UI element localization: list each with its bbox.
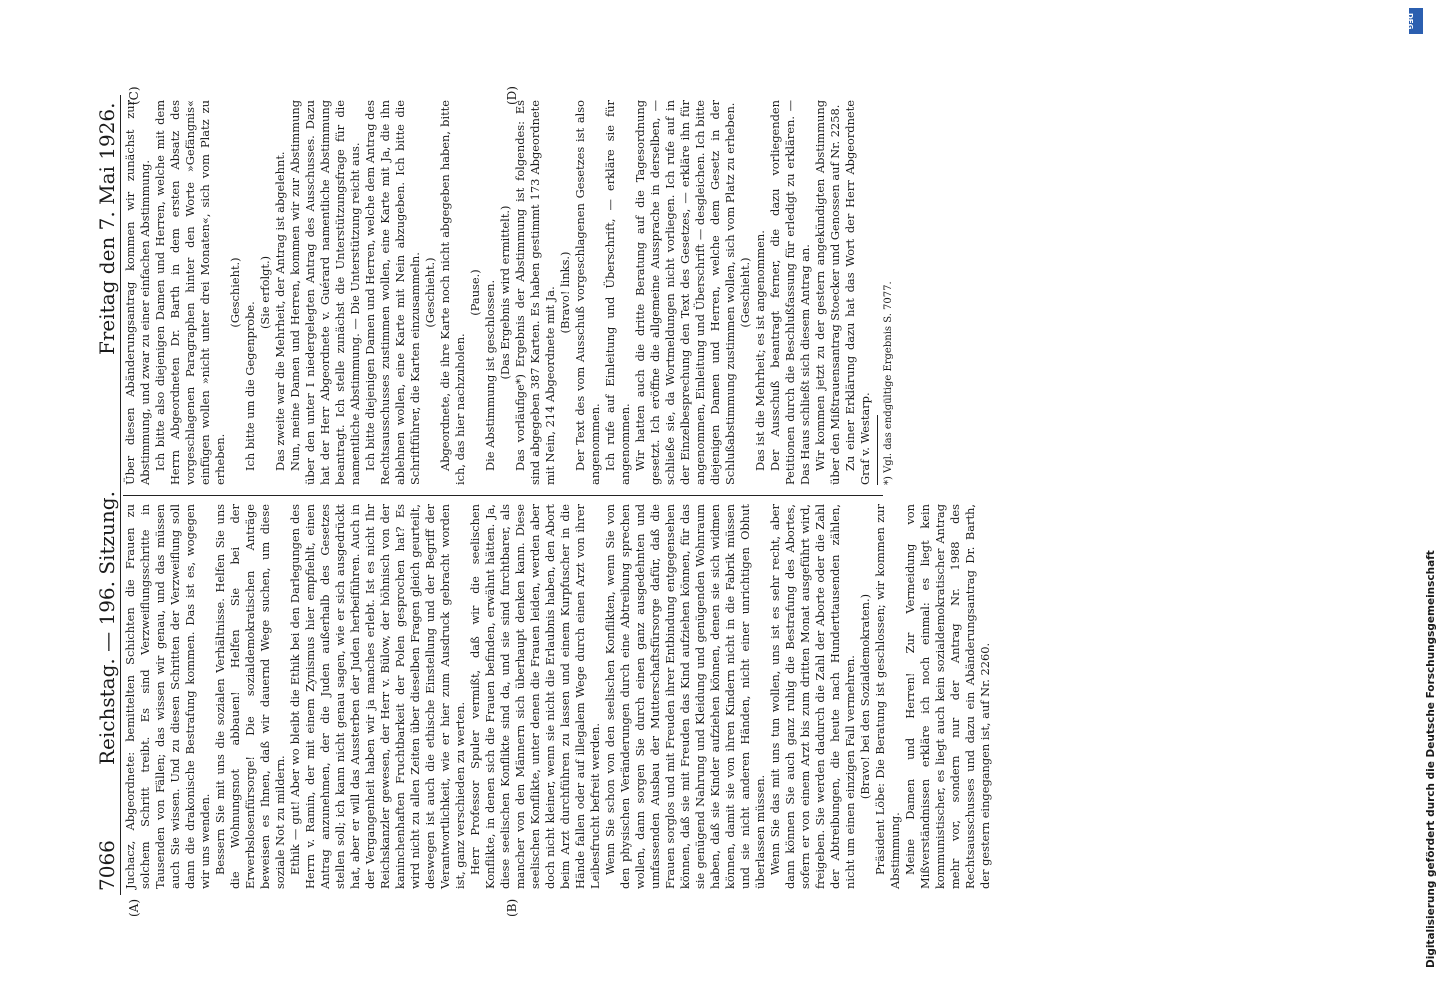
paragraph: Meine Damen und Herren! Zur Vermeidung von Mißverständnissen erkläre ich noch einmal: es liegt kein kommunistischer, es liegt auch kein sozialdemokratischer Antrag mehr vor, sondern nur der Antrag Nr. 1988 des Rechtsausschusses und dazu ein Abänderungsantrag Dr. Barth, der gestern eingegangen ist, auf Nr. 2260.: [903, 504, 992, 889]
paragraph: Juchacz, Abgeordnete: bemittelten Schichten die Frauen zu solchem Schritt treibt. Es sind Verzweiflungsschritte in Tausenden von Fällen; das wissen wir genau, und das müssen auch Sie wissen. Und zu diesen Schritten der Verzweiflung soll dann die drakonische Bestrafung kommen. Das ist es, wogegen wir uns wenden.: [123, 504, 212, 889]
paragraph: Nun, meine Damen und Herren, kommen wir zur Abstimmung über den unter I niedergelegten Antrag des Ausschusses. Dazu hat der Herr Abgeordnete v. Guérard namentliche Abstimmung beantragt. Ich stelle zunächst die Unterstützungsfrage für die namentliche Abstimmung. — Die Unterstützung reicht aus.: [288, 100, 362, 485]
funding-strip: [1405, 0, 1439, 1000]
paragraph: Herr Professor Spuler vermißt, daß wir die seelischen Konflikte, in denen sich die Frauen befinden, erwähnt hätten. Ja, diese seelischen Konflikte sind da, und sie sind furchtbarer, als mancher von den Männern sich überhaupt denken kann. Diese seelischen Konflikte, unter denen die Frauen leiden, werden aber doch nicht kleiner, wenn sie nicht die Erlaubnis haben, den Abort beim Arzt durchführen zu lassen und einem Kurpfuscher in die Hände fallen oder auf illegalem Wege durch einen Arzt von ihrer Leibesfrucht befreit werden.: [468, 504, 602, 889]
paragraph: Der Ausschuß beantragt ferner, die dazu vorliegenden Petitionen durch die Beschlußfassung für erledigt zu erklären. — Das Haus schließt sich diesem Antrag an.: [768, 100, 812, 485]
funding-note: Digitalisierung gefördert durch die Deutsche Forschungsgemeinschaft: [1425, 550, 1437, 968]
rotated-page-content: [95, 86, 1325, 917]
margin-marker-d: (D): [505, 86, 519, 105]
scanned-page: [95, 86, 1325, 917]
stage-direction: (Geschieht.): [228, 257, 242, 328]
paragraph: Das ist die Mehrheit; es ist angenommen.: [753, 230, 767, 471]
header-rule: [120, 95, 121, 895]
footnote: *) Vgl. das endgültige Ergebnis S. 7077.: [883, 281, 894, 485]
paragraph: Die Abstimmung ist geschlossen.: [483, 279, 497, 471]
stage-direction: (Geschieht.): [738, 257, 752, 328]
paragraph: Bessern Sie mit uns die sozialen Verhältnisse. Helfen Sie uns die Wohnungsnot abbauen! Helfen Sie bei der Erwerbslosenfürsorge! Die sozialdemokratischen Anträge beweisen es Ihnen, daß wir dauernd Wege suchen, um diese soziale Not zu mildern.: [213, 504, 287, 889]
paragraph: Zu einer Erklärung dazu hat das Wort der Herr Abgeordnete Graf v. Westarp.: [843, 100, 872, 485]
right-column: [123, 100, 894, 485]
dfg-logo: DFG: [1409, 8, 1423, 34]
paragraph: Ich bitte um die Gegenprobe.: [243, 301, 257, 471]
stage-direction: (Sie erfolgt.): [258, 255, 272, 330]
paragraph: Ethik — gut! Aber wo bleibt die Ethik bei den Darlegungen des Herrn v. Ramin, der mit einem Zynismus hier empfiehlt, einen Antrag anzunehmen, der die Juden außerhalb des Gesetzes stellen soll; ich kann nicht genau sagen, wie er sich ausgedrückt hat, aber er will das Aussterben der Juden herbeiführen. Auch in der Vergangenheit haben wir ja manches erlebt. Ist es nicht Ihr Reichskanzler gewesen, der Herr v. Bülow, der höhnisch von der kaninchenhaften Fruchtbarkeit der Polen gesprochen hat? Es wird nicht zu allen Zeiten über dieselben Fragen gleich geurteilt, deswegen ist auch die ethische Einstellung und der Begriff der Verantwortlichkeit, wie er hier zum Ausdruck gebracht worden ist, ganz verschieden zu werten.: [288, 504, 467, 889]
left-running-title: Reichstag. — 196. Sitzung.: [95, 491, 119, 765]
paragraph: Über diesen Abänderungsantrag kommen wir zunächst zur Abstimmung, und zwar zu einer einfachen Abstimmung.: [123, 100, 152, 485]
paragraph: Das zweite war die Mehrheit, der Antrag ist abgelehnt.: [273, 151, 287, 471]
paragraph: Der Text des vom Ausschuß vorgeschlagenen Gesetzes ist also angenommen.: [573, 100, 602, 485]
paragraph: Abgeordnete, die ihre Karte noch nicht abgegeben haben, bitte ich, das hier nachzuholen.: [438, 100, 467, 485]
stage-direction: (Bravo! bei den Sozialdemokraten.): [858, 593, 872, 800]
left-column: [123, 504, 992, 889]
paragraph: Ich bitte also diejenigen Damen und Herren, welche mit dem Herrn Abgeordneten Dr. Barth in dem ersten Absatz des vorgeschlagenen Paragraphen hinter den Worte »Gefängnis« einfügen wollen »nicht unter drei Monaten«, sich vom Platz zu erheben.: [153, 100, 227, 485]
stage-direction: (Das Ergebnis wird ermittelt.): [498, 205, 512, 380]
stage-direction: (Geschieht.): [423, 257, 437, 328]
page-number: 7066: [95, 840, 119, 891]
paragraph: Ich bitte diejenigen Damen und Herren, welche dem Antrag des Rechtsausschusses zustimmen wollen, eine Karte mit Ja, die ihn ablehnen wollen, eine Karte mit Nein abzugeben. Ich bitte die Schriftführer, die Karten einzusammeln.: [363, 100, 422, 485]
margin-marker-a: (A): [127, 898, 141, 917]
paragraph: Wenn Sie das mit uns tun wollen, uns ist es sehr recht, aber dann können Sie auch ganz ruhig die Bestrafung des Abortes, sofern er von einem Arzt bis zum dritten Monat ausgeführt wird, freigeben. Sie werden dadurch die Zahl der Aborte oder die Zahl der Abtreibungen, die heute nach Hunderttausenden zählen, nicht um einen einzigen Fall vermehren.: [768, 504, 857, 889]
footnote-rule: [877, 415, 878, 485]
margin-marker-c: (C): [127, 86, 141, 105]
paragraph: Wir kommen jetzt zu der gestern angekündigten Abstimmung über den Mißtrauensantrag Stoecker und Genossen auf Nr. 2258.: [813, 100, 842, 485]
paragraph: Wenn Sie schon von den seelischen Konflikten, wenn Sie von den physischen Veränderungen durch eine Abtreibung sprechen wollen, dann sorgen Sie durch einen ganz ausgedehnten und umfassenden Ausbau der Mutterschaftsfürsorge dafür, daß die Frauen sorglos und mit Freuden ihrer Entbindung entgegensehen können, daß sie mit Freuden das Kind aufziehen können, für das sie genügend Nahrung und Kleidung und genügenden Wohnraum haben, daß sie Kinder aufziehen können, denen sie sich widmen können, damit sie von ihren Kindern nicht in die Fabrik müssen und sie nicht anderen Händen, nicht einer unrichtigen Obhut überlassen müssen.: [603, 504, 767, 889]
paragraph: Wir hatten auch die dritte Beratung auf die Tagesordnung gesetzt. Ich eröffne die allgemeine Aussprache in derselben, — schließe sie, da Wortmeldungen nicht vorliegen. Ich rufe auf in der Einzelbesprechung den Text des Gesetzes, — erkläre ihn für angenommen, Einleitung und Überschrift — desgleichen. Ich bitte diejenigen Damen und Herren, welche dem Gesetz in der Schlußabstimmung zustimmen wollen, sich vom Platz zu erheben.: [633, 100, 737, 485]
column-divider: [123, 495, 883, 496]
paragraph: Ich rufe auf Einleitung und Überschrift, — erkläre sie für angenommen.: [603, 100, 632, 485]
margin-marker-b: (B): [505, 898, 519, 917]
right-running-title: Freitag den 7. Mai 1926.: [95, 102, 119, 355]
paragraph: Präsident Löbe: Die Beratung ist geschlossen; wir kommen zur Abstimmung.: [873, 504, 902, 889]
paragraph: Das vorläufige*) Ergebnis der Abstimmung ist folgendes: Es sind abgegeben 387 Karten. Es haben gestimmt 173 Abgeordnete mit Nein, 214 Abgeordnete mit Ja.: [513, 100, 557, 485]
stage-direction: (Pause.): [468, 269, 482, 316]
stage-direction: (Bravo! links.): [558, 251, 572, 334]
